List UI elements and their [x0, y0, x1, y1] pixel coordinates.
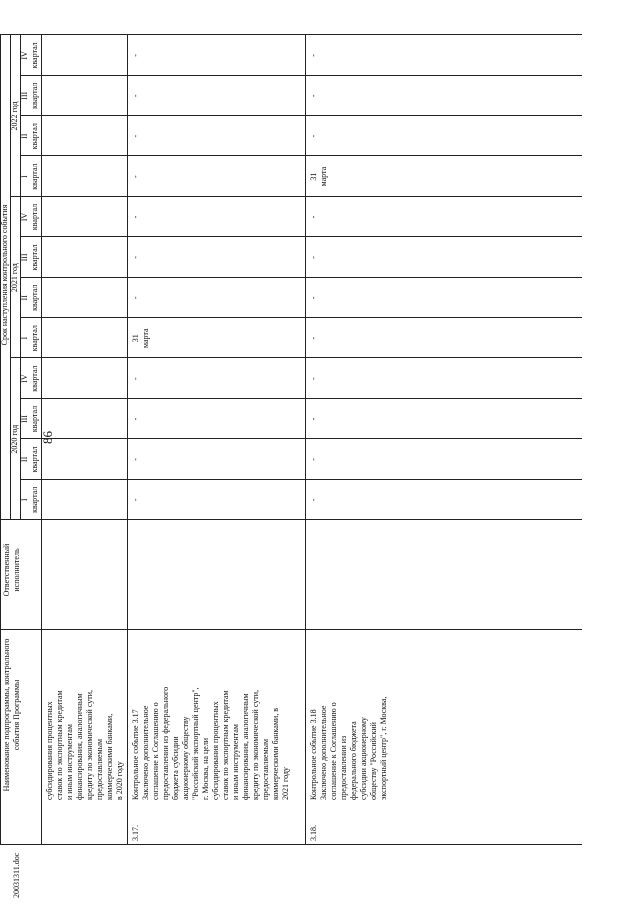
cell-value: 31 — [309, 172, 318, 181]
cell-value: - — [131, 134, 140, 138]
quarter-word: квартал — [30, 203, 39, 231]
cell-value: - — [309, 336, 318, 340]
row-name-text: Контрольное событие 3.18 Заключено дополнительное соглашение к Соглашению о предоставлении из федерального бюджета субсидии акционерному обществу "Российский экспортный центр", г. Москва, — [309, 696, 388, 800]
cell-value: - — [309, 417, 318, 421]
cell-value: - — [309, 498, 318, 502]
quarter-word: квартал — [30, 365, 39, 392]
quarter-word: квартал — [30, 325, 39, 352]
cell-value: - — [131, 256, 140, 259]
cell-value: 31 — [131, 334, 140, 343]
quarter-word: квартал — [30, 405, 39, 433]
quarter-word: квартал — [30, 244, 39, 271]
cell-value: - — [131, 54, 140, 57]
quarter-label: I — [20, 175, 29, 178]
cell-date-unit: марта — [319, 166, 328, 187]
cell-value: - — [131, 215, 140, 219]
header-period: Срок наступления контрольного события — [0, 204, 9, 346]
row-name-text: субсидирования процентных ставок по экспортным кредитам и иным инструментам финансирования, аналогичным кредиту по экономической сути, предоставляемым коммерческими банками, в 2020 году — [45, 689, 124, 800]
cell-value: - — [309, 458, 318, 461]
control-events-table — [0, 35, 582, 845]
cell-value: - — [309, 256, 318, 259]
cell-value: - — [309, 215, 318, 219]
quarter-word: квартал — [30, 163, 39, 190]
row-number: 3.18. — [309, 825, 318, 841]
quarter-label: IV — [20, 212, 29, 222]
quarter-label: II — [20, 133, 29, 139]
quarter-word: квартал — [30, 123, 39, 150]
quarter-word: квартал — [30, 82, 39, 109]
quarter-label: II — [20, 456, 29, 463]
quarter-label: III — [20, 415, 29, 424]
cell-value: - — [131, 175, 140, 178]
row-name-text: Контрольное событие 3.17 Заключено дополнительное соглашение к Соглашению о предоставлении из федерального бюджета субсидии акционерному обществу "Российский экспортный центр", г. Москва, на цели субсидирования процентных ставок по экспортным кредитам и иным инструментам финансирования, аналогичным кредиту по экономической сути, предоставляемым коммерческими банками, в 2021 году — [131, 686, 290, 800]
cell-value: - — [309, 377, 318, 380]
quarter-label: IV — [20, 51, 29, 60]
quarter-word: квартал — [30, 284, 39, 311]
quarter-label: I — [20, 498, 29, 502]
cell-date-unit: марта — [141, 328, 150, 349]
header-responsible-col: Ответственный исполнитель — [2, 543, 21, 597]
quarter-word: квартал — [30, 486, 39, 513]
quarter-word: квартал — [30, 446, 39, 473]
cell-value: - — [131, 458, 140, 461]
quarter-label: I — [20, 336, 29, 340]
cell-value: - — [131, 94, 140, 98]
quarter-label: III — [20, 91, 29, 100]
quarter-word: квартал — [30, 42, 39, 69]
year-label-2021: 2021 год — [10, 263, 19, 293]
cell-value: - — [131, 296, 140, 300]
cell-value: - — [309, 54, 318, 57]
cell-value: - — [309, 296, 318, 300]
row-number: 3.17. — [131, 825, 140, 841]
year-label-2020: 2020 год — [10, 424, 19, 454]
header-name-col: Наименование подпрограммы, контрольного события Программы — [2, 638, 21, 792]
quarter-label: II — [20, 295, 29, 301]
quarter-label: IV — [20, 374, 29, 383]
year-label-2022: 2022 год — [10, 101, 19, 131]
cell-value: - — [309, 134, 318, 138]
cell-value: - — [131, 498, 140, 502]
quarter-label: III — [20, 253, 29, 262]
cell-value: - — [309, 94, 318, 98]
footer-filename: 20031311.doc — [12, 852, 21, 898]
rotated-landscape-page — [0, 35, 582, 845]
cell-value: - — [131, 377, 140, 380]
cell-value: - — [131, 417, 140, 421]
